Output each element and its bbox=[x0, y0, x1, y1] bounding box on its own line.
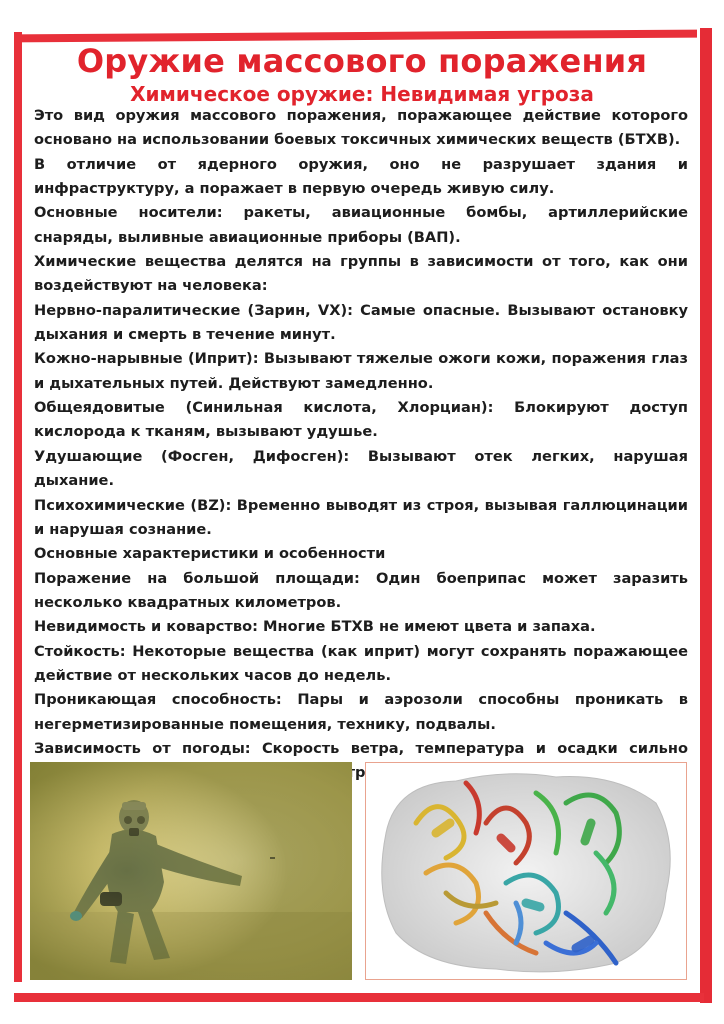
page-title: Оружие массового поражения bbox=[76, 42, 648, 80]
body-text bbox=[34, 104, 688, 786]
frame-bottom-strip bbox=[14, 993, 704, 1002]
paragraph-difference: В отличие от ядерного оружия, оно не разрушает здания и инфраструктуру, а поражает в первую очередь живую силу. bbox=[34, 155, 688, 198]
frame-right-strip bbox=[700, 28, 712, 1003]
paragraph-psychochemical: Психохимические (BZ): Временно выводят из строя, вызывая галлюцинации и нарушая сознание. bbox=[34, 496, 688, 538]
gas-mask-soldier-photo bbox=[30, 762, 352, 980]
frame-top-strip bbox=[14, 30, 697, 43]
molecule-structure-illustration bbox=[365, 762, 687, 980]
paragraph-choking-agents: Удушающие (Фосген, Дифосген): Вызывают отек легких, нарушая дыхание. bbox=[34, 447, 688, 490]
paragraph-weather: Зависимость от погоды: Скорость ветра, температура и осадки сильно bbox=[34, 739, 688, 757]
paragraph-blood-agents: Общеядовитые (Синильная кислота, Хлорциан): Блокируют доступ кислорода к тканям, вызывают удушье. bbox=[34, 399, 688, 441]
paragraph-large-area: Поражение на большой площади: Один боеприпас может заразить несколько квадратных километров. bbox=[34, 569, 688, 611]
paragraph-penetration: Проникающая способность: Пары и аэрозоли способны проникать в негерметизированные помещения, технику, подвалы. bbox=[34, 691, 688, 733]
paragraph-groups-intro: Химические вещества делятся на группы в зависимости от того, как они воздействуют на человека: bbox=[34, 253, 688, 295]
paragraph-persistence: Стойкость: Некоторые вещества (как иприт) могут сохранять поражающее действие от нескольких часов до недель. bbox=[34, 642, 688, 684]
page-subtitle: Химическое оружие: Невидимая угроза bbox=[130, 82, 594, 106]
paragraph-invisibility: Невидимость и коварство: Многие БТХВ не имеют цвета и запаха. bbox=[34, 618, 596, 636]
section-heading-characteristics: Основные характеристики и особенности bbox=[34, 545, 386, 563]
paragraph-nerve-agents: Нервно-паралитические (Зарин, VX): Самые опасные. Вызывают остановку дыхания и смерть в течение минут. bbox=[34, 301, 688, 344]
paragraph-definition: Это вид оружия массового поражения, поражающее действие которого основано на использовании боевых токсичных химических веществ (БТХВ). bbox=[34, 107, 688, 149]
frame-left-strip bbox=[14, 32, 22, 982]
paragraph-blister-agents: Кожно-нарывные (Иприт): Вызывают тяжелые ожоги кожи, поражения глаз и дыхательных путей. Действуют замедленно. bbox=[34, 350, 688, 392]
paragraph-carriers: Основные носители: ракеты, авиационные бомбы, артиллерийские снаряды, выливные авиационные приборы (ВАП). bbox=[34, 204, 688, 246]
